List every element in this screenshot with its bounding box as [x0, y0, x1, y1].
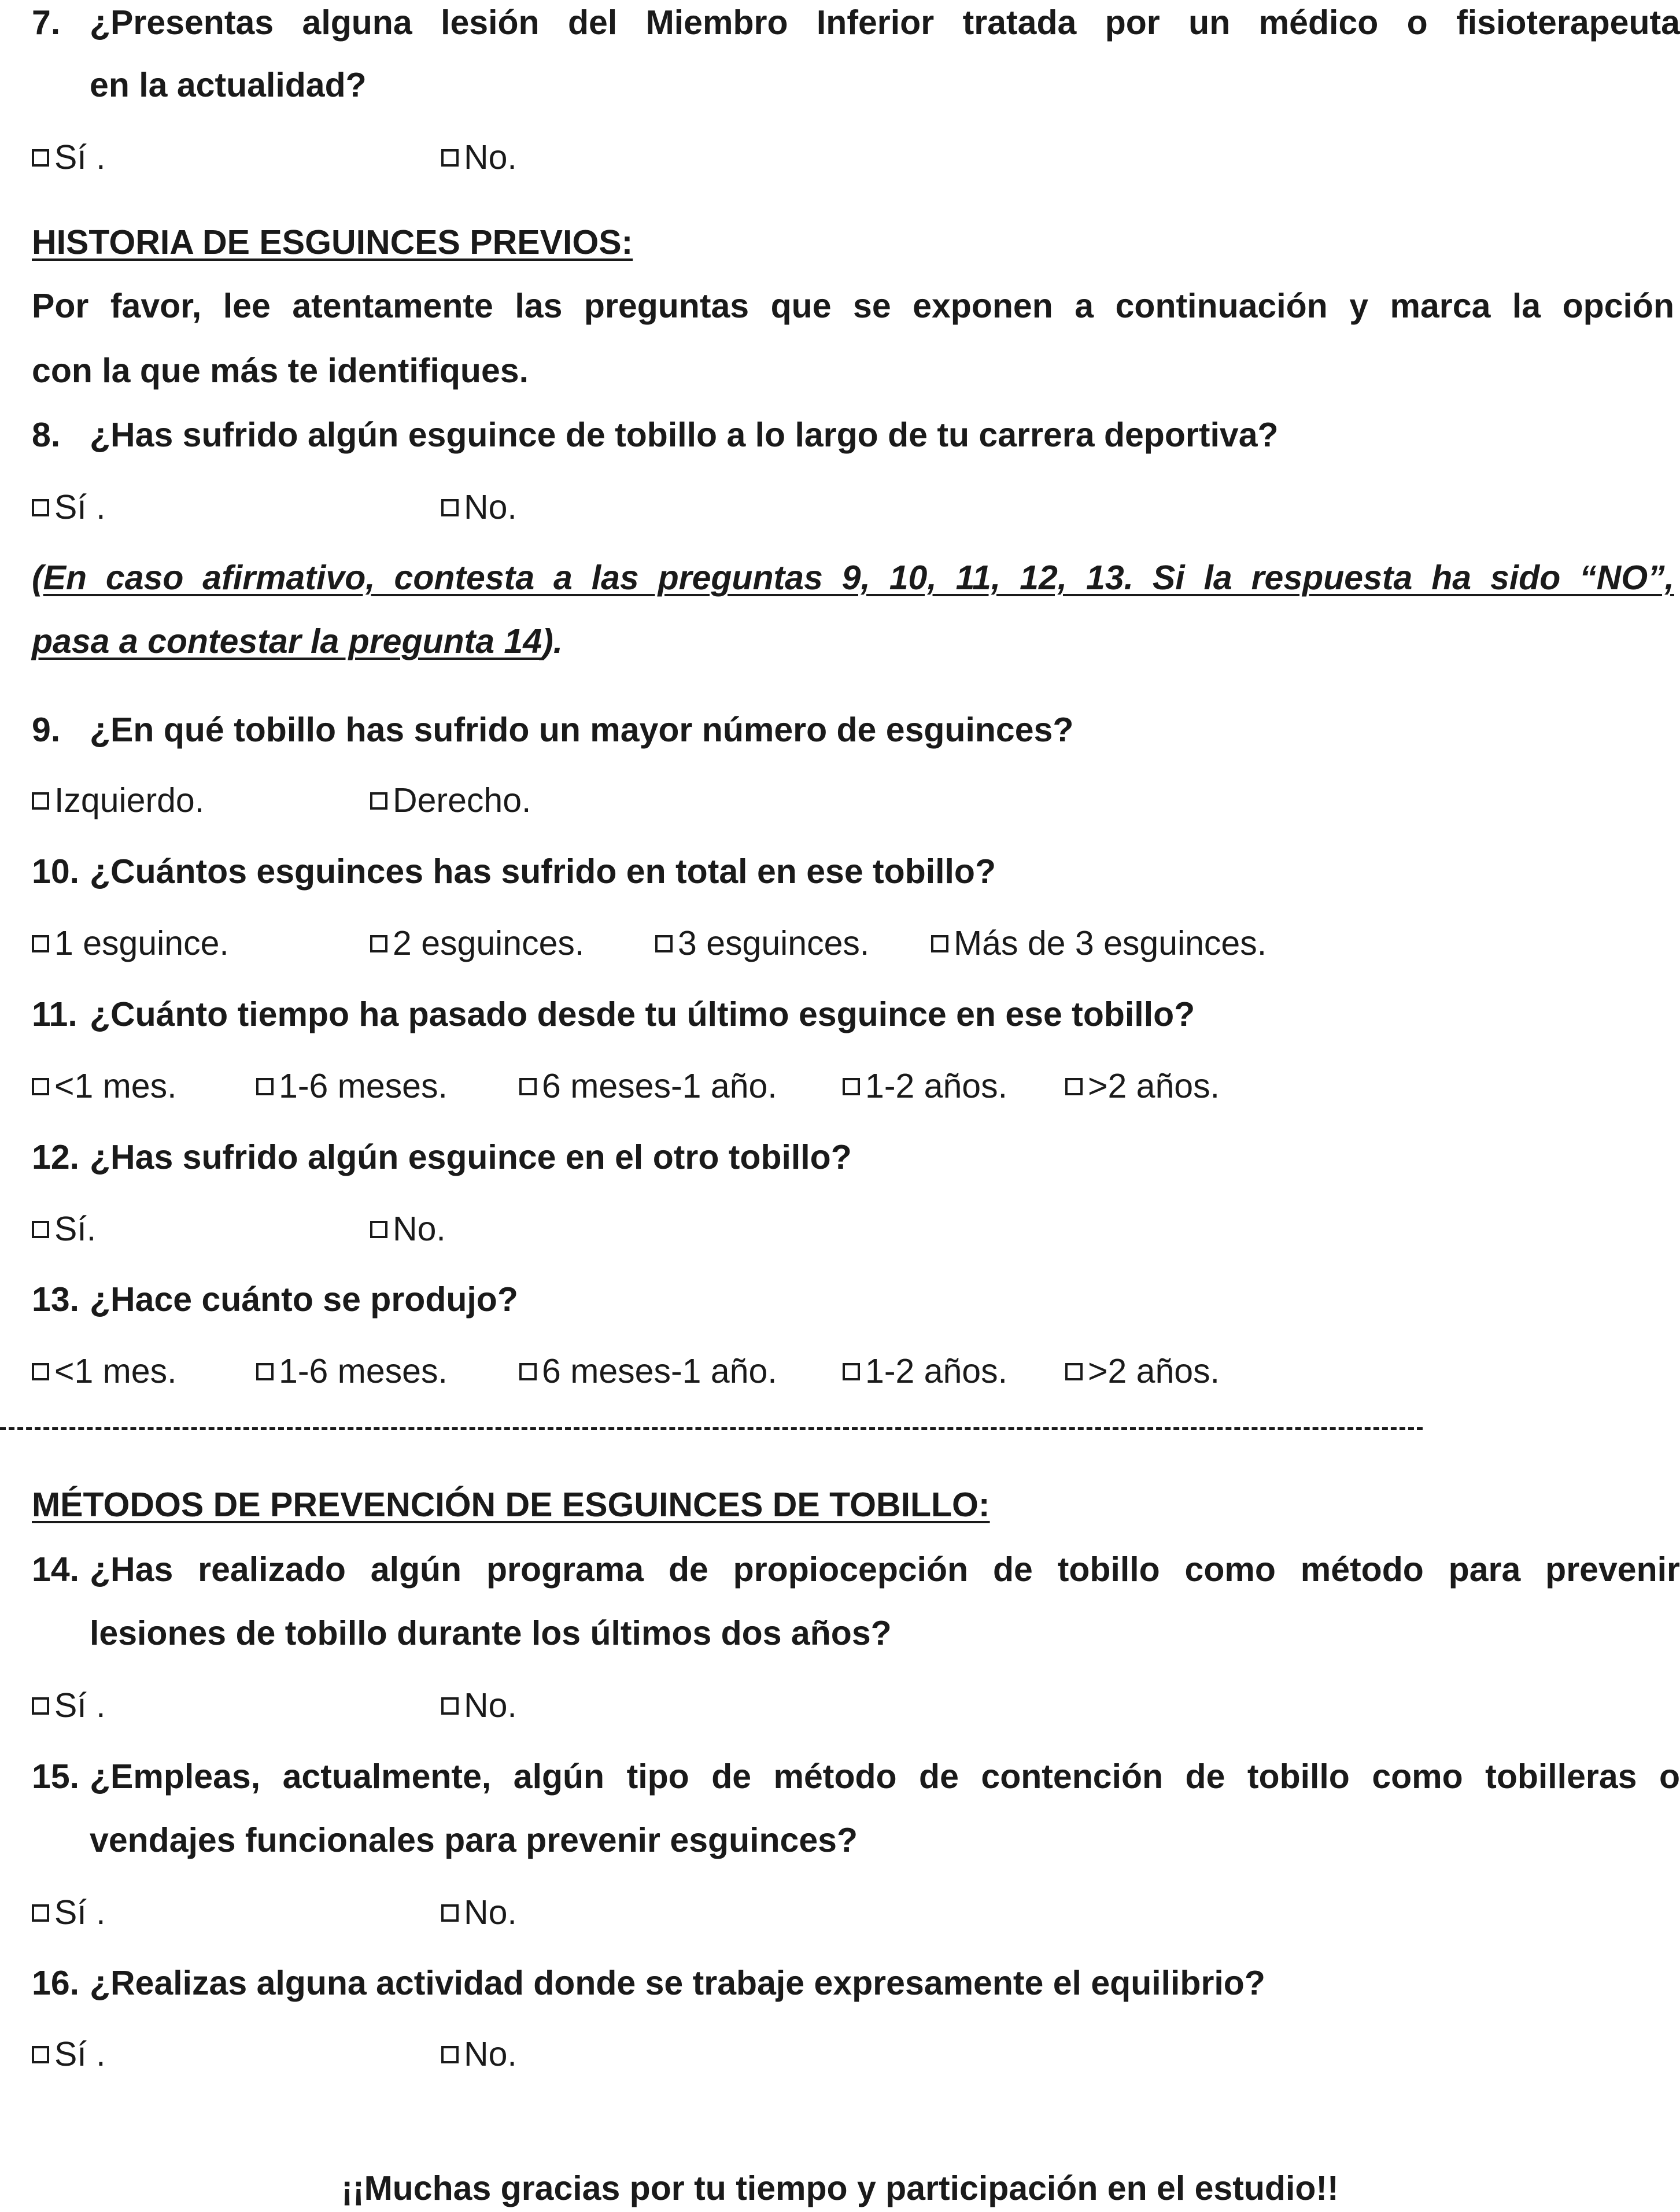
option-label: >2 años. — [1088, 1352, 1220, 1390]
option-label: Izquierdo. — [54, 781, 205, 819]
question-7-number: 7. — [32, 3, 61, 42]
checkbox-icon[interactable] — [370, 1221, 387, 1238]
option-label: No. — [464, 1893, 517, 1932]
option-label: No. — [464, 138, 517, 176]
option-label: <1 mes. — [54, 1352, 177, 1390]
prevention-heading: MÉTODOS DE PREVENCIÓN DE ESGUINCES DE TOBILLO: — [32, 1486, 990, 1524]
question-12 — [32, 1140, 1680, 1175]
question-7-text-cont: en la actualidad? — [90, 66, 367, 104]
option-label: Sí . — [54, 488, 106, 526]
question-15-text-cont: vendajes funcionales para prevenir esguinces? — [90, 1821, 858, 1859]
checkbox-icon[interactable] — [370, 792, 387, 810]
question-10-text: ¿Cuántos esguinces has sufrido en total en ese tobillo? — [90, 852, 996, 891]
q8-option-yes[interactable] — [32, 490, 106, 525]
question-8-number: 8. — [32, 416, 61, 454]
q12-option-yes[interactable] — [32, 1212, 96, 1246]
question-12-text: ¿Has sufrido algún esguince en el otro tobillo? — [90, 1138, 852, 1176]
checkbox-icon[interactable] — [843, 1078, 860, 1095]
question-9-number: 9. — [32, 711, 61, 749]
question-15-text: ¿Empleas, actualmente, algún tipo de método de contención de tobillo como tobilleras o — [90, 1757, 1680, 1796]
option-label: >2 años. — [1088, 1067, 1220, 1105]
dashed-divider — [0, 1427, 1423, 1430]
checkbox-icon[interactable] — [441, 149, 459, 167]
option-label: 1-6 meses. — [279, 1067, 448, 1105]
q13-option-1[interactable] — [32, 1354, 177, 1388]
question-8 — [32, 418, 1680, 452]
q8-option-no[interactable] — [441, 490, 517, 525]
note-open-paren: ( — [32, 559, 43, 597]
checkbox-icon[interactable] — [1065, 1078, 1083, 1095]
checkbox-icon[interactable] — [32, 1221, 49, 1238]
note-line-1: En caso afirmativo, contesta a las preguntas 9, 10, 11, 12, 13. Si la respuesta ha sido “NO”, — [43, 559, 1674, 597]
option-label: 1-2 años. — [865, 1352, 1007, 1390]
conditional-note-cont — [32, 622, 563, 660]
checkbox-icon[interactable] — [441, 1904, 459, 1922]
q10-option-3[interactable] — [655, 926, 869, 961]
option-label: Derecho. — [393, 781, 531, 819]
checkbox-icon[interactable] — [655, 935, 673, 952]
option-label: No. — [464, 488, 517, 526]
checkbox-icon[interactable] — [32, 1904, 49, 1922]
option-label: 6 meses-1 año. — [542, 1067, 777, 1105]
question-14 — [32, 1550, 1680, 1589]
question-15 — [32, 1757, 1680, 1796]
checkbox-icon[interactable] — [441, 499, 459, 516]
option-label: 1-2 años. — [865, 1067, 1007, 1105]
checkbox-icon[interactable] — [441, 2046, 459, 2063]
q15-option-no[interactable] — [441, 1893, 517, 1932]
option-label: No. — [464, 1686, 517, 1724]
closing-message: ¡¡Muchas gracias por tu tiempo y participación en el estudio!! — [341, 2169, 1339, 2207]
history-intro: Por favor, lee atentamente las preguntas que se exponen a continuación y marca la opción — [32, 287, 1674, 325]
q12-option-no[interactable] — [370, 1212, 446, 1246]
question-8-text: ¿Has sufrido algún esguince de tobillo a lo largo de tu carrera deportiva? — [90, 416, 1279, 454]
question-7 — [32, 3, 1680, 42]
checkbox-icon[interactable] — [32, 935, 49, 952]
q16-option-yes[interactable] — [32, 2037, 106, 2071]
q13-option-4[interactable] — [843, 1354, 1007, 1388]
option-label: Sí. — [54, 1210, 97, 1248]
q14-option-yes[interactable] — [32, 1686, 106, 1724]
checkbox-icon[interactable] — [519, 1078, 537, 1095]
q7-option-yes[interactable] — [32, 138, 106, 176]
checkbox-icon[interactable] — [256, 1363, 274, 1380]
question-10-number: 10. — [32, 852, 80, 891]
question-11 — [32, 995, 1680, 1033]
question-14-text-cont: lesiones de tobillo durante los últimos dos años? — [90, 1614, 892, 1652]
q15-option-yes[interactable] — [32, 1893, 106, 1932]
checkbox-icon[interactable] — [32, 2046, 49, 2063]
option-label: No. — [464, 2035, 517, 2073]
question-11-text: ¿Cuánto tiempo ha pasado desde tu último esguince en ese tobillo? — [90, 995, 1195, 1033]
question-13-number: 13. — [32, 1280, 80, 1319]
checkbox-icon[interactable] — [32, 792, 49, 810]
question-12-number: 12. — [32, 1138, 80, 1176]
option-label: <1 mes. — [54, 1067, 177, 1105]
question-7-text: ¿Presentas alguna lesión del Miembro Inferior tratada por un médico o fisioterapeuta — [90, 3, 1680, 42]
question-11-number: 11. — [32, 995, 77, 1033]
q13-option-5[interactable] — [1065, 1354, 1220, 1388]
conditional-note — [32, 561, 1674, 595]
checkbox-icon[interactable] — [1065, 1363, 1083, 1380]
checkbox-icon[interactable] — [370, 935, 387, 952]
checkbox-icon[interactable] — [931, 935, 948, 952]
option-label: 2 esguinces. — [393, 924, 585, 962]
option-label: Más de 3 esguinces. — [954, 924, 1267, 962]
q9-option-right[interactable] — [370, 781, 531, 819]
checkbox-icon[interactable] — [32, 1078, 49, 1095]
question-14-text: ¿Has realizado algún programa de propiocepción de tobillo como método para prevenir — [90, 1550, 1680, 1589]
q11-option-1[interactable] — [32, 1069, 177, 1103]
checkbox-icon[interactable] — [256, 1078, 274, 1095]
question-9-text: ¿En qué tobillo has sufrido un mayor número de esguinces? — [90, 711, 1074, 749]
checkbox-icon[interactable] — [32, 1697, 49, 1715]
option-label: 3 esguinces. — [678, 924, 870, 962]
q14-option-no[interactable] — [441, 1686, 517, 1724]
option-label: Sí . — [54, 2035, 106, 2073]
q13-option-2[interactable] — [256, 1354, 448, 1388]
note-close: ). — [542, 622, 563, 660]
option-label: No. — [393, 1210, 446, 1248]
option-label: Sí . — [54, 1686, 106, 1724]
q16-option-no[interactable] — [441, 2037, 517, 2071]
question-9 — [32, 713, 1680, 747]
history-heading: HISTORIA DE ESGUINCES PREVIOS: — [32, 223, 633, 261]
question-13 — [32, 1280, 1680, 1319]
checkbox-icon[interactable] — [32, 499, 49, 516]
question-16-text: ¿Realizas alguna actividad donde se trabaje expresamente el equilibrio? — [90, 1964, 1265, 2002]
question-13-text: ¿Hace cuánto se produjo? — [90, 1280, 518, 1319]
checkbox-icon[interactable] — [32, 1363, 49, 1380]
checkbox-icon[interactable] — [32, 149, 49, 167]
option-label: 1 esguince. — [54, 924, 229, 962]
checkbox-icon[interactable] — [519, 1363, 537, 1380]
option-label: 1-6 meses. — [279, 1352, 448, 1390]
q7-option-no[interactable] — [441, 138, 517, 176]
history-intro-cont: con la que más te identifiques. — [32, 352, 529, 390]
q11-option-4[interactable] — [843, 1069, 1007, 1103]
q10-option-4[interactable] — [931, 926, 1267, 961]
question-16 — [32, 1966, 1680, 2000]
q10-option-1[interactable] — [32, 926, 229, 961]
q11-option-3[interactable] — [519, 1069, 777, 1103]
question-10 — [32, 852, 1680, 891]
option-label: Sí . — [54, 138, 106, 176]
option-label: 6 meses-1 año. — [542, 1352, 777, 1390]
q11-option-2[interactable] — [256, 1069, 448, 1103]
q9-option-left[interactable] — [32, 781, 205, 819]
q11-option-5[interactable] — [1065, 1069, 1220, 1103]
note-line-2: pasa a contestar la pregunta 14 — [32, 622, 542, 660]
option-label: Sí . — [54, 1893, 106, 1932]
q13-option-3[interactable] — [519, 1354, 777, 1388]
checkbox-icon[interactable] — [441, 1697, 459, 1715]
q10-option-2[interactable] — [370, 926, 584, 961]
question-14-number: 14. — [32, 1550, 80, 1589]
question-15-number: 15. — [32, 1757, 80, 1796]
question-16-number: 16. — [32, 1964, 80, 2002]
checkbox-icon[interactable] — [843, 1363, 860, 1380]
